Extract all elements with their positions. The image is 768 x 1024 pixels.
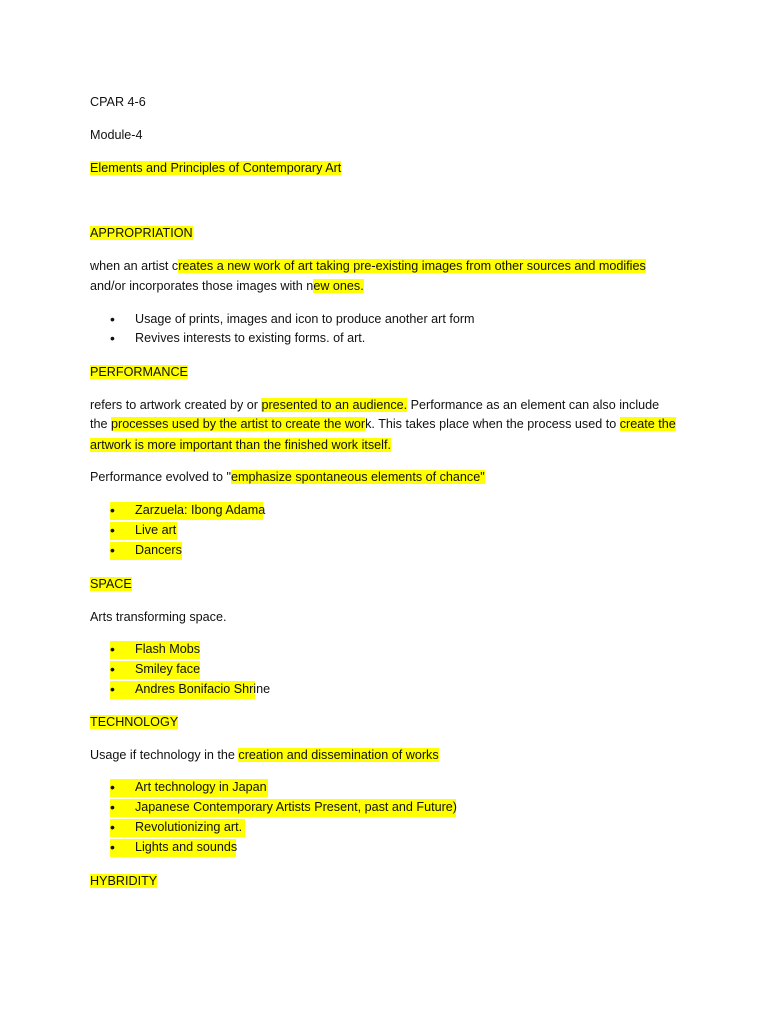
bullet-icon xyxy=(110,500,120,522)
bullet-icon xyxy=(110,837,120,859)
appropriation-text: when an artist c xyxy=(90,259,179,273)
performance-text: refers to artwork created by or xyxy=(90,398,262,412)
heading-hybridity-text: HYBRIDITY xyxy=(90,874,158,888)
performance-evolved-text: Performance evolved to " xyxy=(90,470,231,484)
performance-text: Performance as an element can also include xyxy=(407,398,660,412)
course-code: CPAR 4-6 xyxy=(90,95,146,109)
appropriation-text: and/or incorporates those images with n xyxy=(90,279,314,293)
heading-hybridity xyxy=(90,871,157,891)
performance-evolved-highlight: emphasize spontaneous elements of chance" xyxy=(230,470,485,484)
list-item xyxy=(135,679,270,699)
list-item: Revives interests to existing forms. of art. xyxy=(135,331,366,345)
appropriation-paragraph-line-2 xyxy=(90,276,364,296)
heading-appropriation-text: APPROPRIATION xyxy=(90,226,193,240)
performance-text: k. This takes place when the process used to xyxy=(365,417,620,431)
list-item: Dancers xyxy=(135,543,182,557)
performance-paragraph-line-1 xyxy=(90,395,659,415)
list-item: Smiley face xyxy=(135,662,201,676)
heading-performance-text: PERFORMANCE xyxy=(90,365,188,379)
list-item: Zarzuela: Ibong Adama xyxy=(135,503,266,517)
bullet-icon xyxy=(110,659,120,681)
document-title-text: Elements and Principles of Contemporary Art xyxy=(90,161,342,175)
performance-highlight: presented to an audience. xyxy=(261,398,408,412)
bullet-icon xyxy=(110,797,120,819)
heading-space-text: SPACE xyxy=(90,577,132,591)
bullet-icon xyxy=(110,679,120,701)
list-item: Revolutionizing art. xyxy=(135,820,243,834)
list-item: Flash Mobs xyxy=(135,642,201,656)
list-item-text: Andres Bonifacio Shri xyxy=(135,682,257,696)
bullet-icon xyxy=(110,639,120,661)
technology-highlight: creation and dissemination of works xyxy=(238,748,439,762)
bullet-icon xyxy=(110,328,120,350)
list-item: Live art xyxy=(135,523,177,537)
bullet-icon xyxy=(110,520,120,542)
list-item: Lights and sounds xyxy=(135,840,238,854)
appropriation-highlight: ew ones. xyxy=(313,279,364,293)
performance-paragraph-line-3 xyxy=(90,435,391,455)
list-item-text: ne xyxy=(256,682,271,696)
heading-technology-text: TECHNOLOGY xyxy=(90,715,179,729)
list-item: Japanese Contemporary Artists Present, past and Future) xyxy=(135,800,458,814)
module-label: Module-4 xyxy=(90,128,143,142)
performance-highlight: processes used by the artist to create the wor xyxy=(111,417,366,431)
heading-technology xyxy=(90,712,178,732)
heading-performance xyxy=(90,362,188,382)
heading-space xyxy=(90,574,132,594)
list-item: Usage of prints, images and icon to produce another art form xyxy=(135,312,475,326)
list-item: Art technology in Japan xyxy=(135,780,267,794)
technology-text-plain: Usage if technology in the xyxy=(90,748,239,762)
space-text: Arts transforming space. xyxy=(90,610,227,624)
performance-paragraph-line-2 xyxy=(90,414,676,434)
performance-text: the xyxy=(90,417,112,431)
bullet-icon xyxy=(110,817,120,839)
appropriation-paragraph-line-1 xyxy=(90,256,646,276)
technology-text xyxy=(90,745,439,765)
performance-highlight: create the xyxy=(619,417,676,431)
document-title xyxy=(90,158,341,178)
appropriation-highlight: reates a new work of art taking pre-existing images from other sources and modifies xyxy=(178,259,646,273)
bullet-icon xyxy=(110,540,120,562)
performance-evolved xyxy=(90,467,485,487)
bullet-icon xyxy=(110,777,120,799)
heading-appropriation xyxy=(90,223,193,243)
performance-highlight: artwork is more important than the finished work itself. xyxy=(90,438,391,452)
